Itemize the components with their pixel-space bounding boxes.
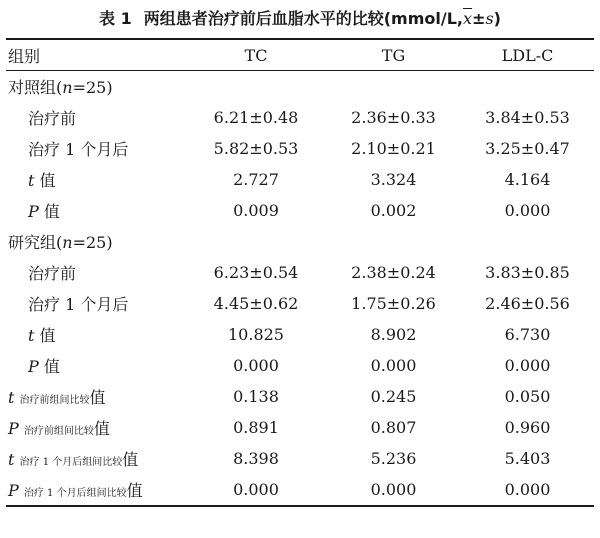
cell-tg: 3.324 <box>370 170 417 189</box>
cell-tc: 10.825 <box>228 325 284 344</box>
row-label: 治疗 1 个月后 <box>28 140 129 159</box>
control-group-label: 对照组(n=25) <box>8 78 113 97</box>
cell-ldl: 3.83±0.85 <box>485 263 570 282</box>
table-caption <box>0 0 600 38</box>
table-row <box>6 288 594 319</box>
header-tg: TG <box>381 45 406 65</box>
study-group-row <box>6 226 594 257</box>
cell-tc: 5.82±0.53 <box>213 139 299 158</box>
table-row <box>6 412 594 443</box>
sd-symbol: s <box>485 9 494 28</box>
row-label: 治疗前 <box>28 109 77 128</box>
row-label: 治疗前 <box>28 264 77 283</box>
cell-tc: 2.727 <box>233 170 279 189</box>
mean-symbol: $\overline{x}$ <box>463 9 473 28</box>
header-ldl: LDL-C <box>501 45 554 65</box>
cell-ldl: 0.050 <box>504 387 551 406</box>
cell-ldl: 0.000 <box>504 480 551 499</box>
cell-tg: 1.75±0.26 <box>351 294 436 313</box>
cell-tg: 0.002 <box>370 201 417 220</box>
row-label: P 治疗 1 个月后组间比较值 <box>8 481 143 500</box>
cell-tc: 6.21±0.48 <box>213 108 299 127</box>
cell-tg: 2.10±0.21 <box>351 139 436 158</box>
header-group: 组别 <box>8 46 41 66</box>
row-label: t 治疗 1 个月后组间比较值 <box>8 450 139 469</box>
row-label: t 值 <box>28 326 56 345</box>
cell-tc: 0.000 <box>233 356 279 375</box>
table-number: 表 1 <box>99 9 132 28</box>
cell-ldl: 4.164 <box>504 170 551 189</box>
row-label: P 值 <box>28 202 60 221</box>
cell-ldl: 0.960 <box>504 418 551 437</box>
table-row <box>6 195 594 226</box>
table-row <box>6 164 594 195</box>
cell-tg: 0.000 <box>370 356 417 375</box>
cell-tg: 0.000 <box>370 480 417 499</box>
cell-tg: 0.807 <box>370 418 417 437</box>
table-title: 两组患者治疗前后血脂水平的比较(mmol/L, <box>143 9 463 28</box>
table-row <box>6 319 594 350</box>
table-row <box>6 443 594 474</box>
study-group-label: 研究组(n=25) <box>8 233 113 252</box>
table-row <box>6 474 594 506</box>
cell-tc: 0.891 <box>233 418 279 437</box>
cell-tc: 0.138 <box>233 387 279 406</box>
header-row <box>6 39 594 71</box>
caption-close: ) <box>493 9 501 28</box>
row-label: P 治疗前组间比较值 <box>8 419 110 438</box>
cell-tg: 8.902 <box>370 325 417 344</box>
cell-tc: 4.45±0.62 <box>213 294 299 313</box>
cell-tg: 2.36±0.33 <box>351 108 436 127</box>
row-label: P 值 <box>28 357 60 376</box>
row-label: t 治疗前组间比较值 <box>8 388 106 407</box>
pm-symbol: ± <box>472 9 486 28</box>
table-row <box>6 257 594 288</box>
header-tc: TC <box>244 45 268 65</box>
cell-ldl: 2.46±0.56 <box>485 294 570 313</box>
table-row <box>6 350 594 381</box>
cell-tc: 6.23±0.54 <box>213 263 299 282</box>
cell-ldl: 6.730 <box>504 325 551 344</box>
cell-tg: 5.236 <box>370 449 417 468</box>
cell-tc: 0.009 <box>233 201 279 220</box>
cell-tc: 0.000 <box>233 480 279 499</box>
table-row <box>6 381 594 412</box>
cell-ldl: 0.000 <box>504 356 551 375</box>
lipid-table <box>6 38 594 507</box>
cell-ldl: 0.000 <box>504 201 551 220</box>
table-row <box>6 133 594 164</box>
table-row <box>6 102 594 133</box>
cell-tc: 8.398 <box>233 449 279 468</box>
cell-ldl: 5.403 <box>504 449 551 468</box>
row-label: t 值 <box>28 171 56 190</box>
cell-tg: 0.245 <box>370 387 417 406</box>
cell-ldl: 3.84±0.53 <box>485 108 570 127</box>
cell-tg: 2.38±0.24 <box>351 263 436 282</box>
row-label: 治疗 1 个月后 <box>28 295 129 314</box>
cell-ldl: 3.25±0.47 <box>485 139 570 158</box>
control-group-row <box>6 71 594 103</box>
